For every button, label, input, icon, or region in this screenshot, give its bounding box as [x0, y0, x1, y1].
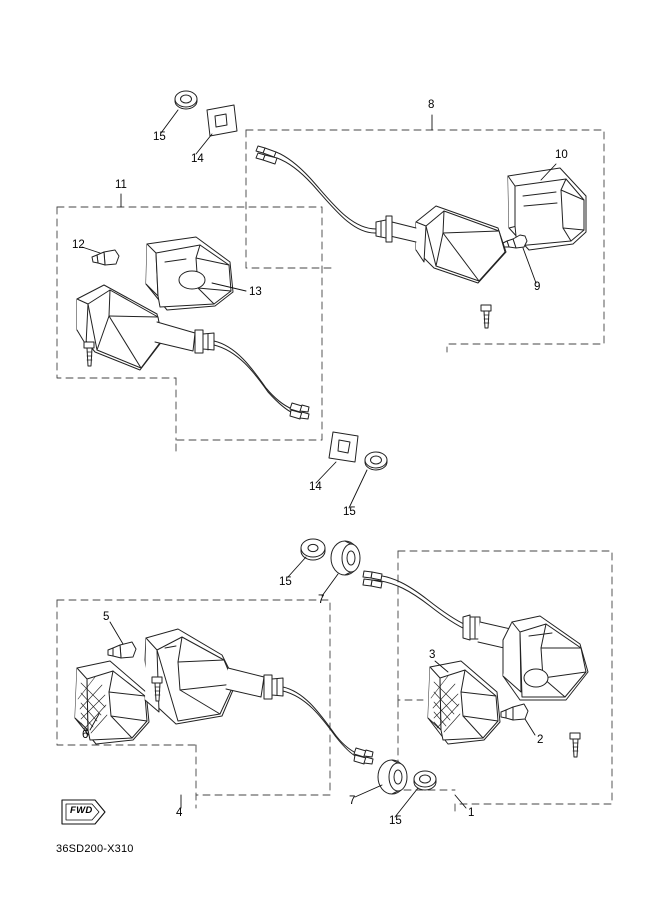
callout-15-bottom: 15	[389, 815, 402, 827]
callout-14-mid: 14	[309, 481, 322, 493]
bulb-9	[503, 235, 527, 248]
nut-15-mid	[365, 452, 387, 470]
callout-3: 3	[429, 649, 436, 661]
callout-5: 5	[103, 611, 110, 623]
collar-7-bottom	[378, 760, 407, 794]
nut-15-top	[175, 91, 197, 109]
callout-14-top: 14	[191, 153, 204, 165]
callout-1: 1	[468, 807, 475, 819]
bulb-12	[92, 250, 119, 265]
callout-8: 8	[428, 99, 435, 111]
callout-15-mid2: 15	[279, 576, 292, 588]
wire-8	[256, 146, 376, 233]
housing-4	[145, 629, 283, 724]
washer-15-mid2	[301, 539, 325, 560]
callout-15-mid: 15	[343, 506, 356, 518]
callout-7-mid: 7	[318, 594, 325, 606]
bulb-2	[501, 704, 528, 720]
bolt-8	[481, 305, 491, 328]
wire-4	[283, 687, 373, 764]
plate-14-top	[207, 105, 237, 136]
collar-7-mid	[331, 541, 360, 575]
part-code-label: 36SD200-X310	[56, 843, 134, 855]
callout-12: 12	[72, 239, 85, 251]
callout-10: 10	[555, 149, 568, 161]
plate-14-mid	[329, 432, 358, 462]
nut-15-bottom	[414, 771, 436, 790]
lens-3	[428, 661, 500, 744]
callout-11: 11	[115, 179, 127, 191]
housing-1	[503, 616, 588, 700]
callout-4: 4	[176, 807, 183, 819]
lens-13	[146, 237, 233, 310]
bulb-5	[108, 642, 136, 658]
callout-6: 6	[82, 729, 89, 741]
callout-13: 13	[249, 286, 262, 298]
callout-7-bottom: 7	[349, 795, 356, 807]
bolt-11	[84, 342, 94, 366]
fwd-label: FWD	[70, 805, 93, 816]
callout-15-top: 15	[153, 131, 166, 143]
wire-11	[214, 341, 309, 419]
bolt-1	[570, 733, 580, 757]
wire-1	[363, 571, 467, 630]
housing-8	[376, 206, 506, 283]
callout-2: 2	[537, 734, 544, 746]
callout-9: 9	[534, 281, 541, 293]
